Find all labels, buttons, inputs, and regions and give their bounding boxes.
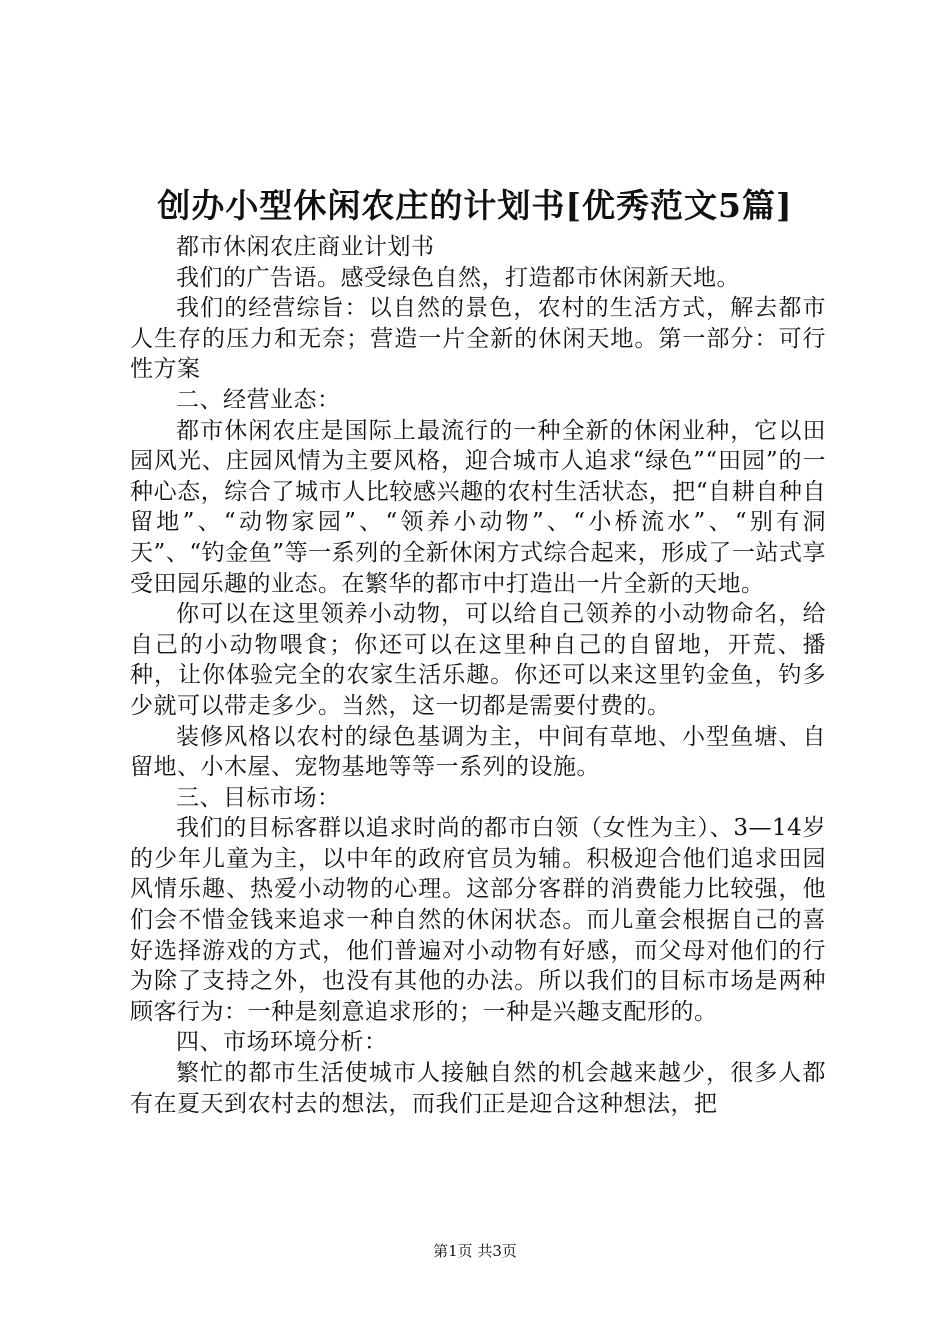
paragraph-target-market: 我们的目标客群以追求时尚的都市白领（女性为主）、3—14岁的少年儿童为主，以中年的政府官员为辅。积极迎合他们追求田园风情乐趣、热爱小动物的心理。这部分客群的消费能力比较强，他们会不惜金钱来追求一种自然的休闲状态。而儿童会根据自己的喜好选择游戏的方式，他们普遍对小动物有好感，而父母对他们的行为除了支持之外，也没有其他的办法。所以我们的目标市场是两种顾客行为：一种是刻意追求形的；一种是兴趣支配形的。 xyxy=(130,815,826,1025)
paragraph-decoration: 装修风格以农村的绿色基调为主，中间有草地、小型鱼塘、自留地、小木屋、宠物基地等等一系列的设施。 xyxy=(130,723,826,781)
paragraph-slogan: 我们的广告语。感受绿色自然，打造都市休闲新天地。 xyxy=(176,264,740,291)
section-heading-target-market: 三、目标市场： xyxy=(176,784,341,811)
paragraph-subtitle: 都市休闲农庄商业计划书 xyxy=(176,234,435,260)
section-heading-business-format: 二、经营业态： xyxy=(176,386,341,413)
paragraph-business-format: 都市休闲农庄是国际上最流行的一种全新的休闲业种，它以田园风光、庄园风情为主要风格，迎合城市人追求“绿色”“田园”的一种心态，综合了城市人比较感兴趣的农村生活状态，把“自耕自种自留地”、“动物家园”、“领养小动物”、“小桥流水”、“别有洞天”、“钓金鱼”等一系列的全新休闲方式综合起来，形成了一站式享受田园乐趣的业态。在繁华的都市中打造出一片全新的天地。 xyxy=(130,417,826,597)
page-number: 第1页 共3页 xyxy=(433,1242,517,1260)
document-title: 创办小型休闲农庄的计划书[优秀范文5篇] xyxy=(157,186,793,225)
paragraph-market-analysis: 繁忙的都市生活使城市人接触自然的机会越来越少，很多人都有在夏天到农村去的想法，而我们正是迎合这种想法，把 xyxy=(130,1060,826,1117)
paragraph-activities: 你可以在这里领养小动物，可以给自己领养的小动物命名，给自己的小动物喂食；你还可以在这里种自己的自留地，开荒、播种，让你体验完全的农家生活乐趣。你还可以来这里钓金鱼，钓多少就可以带走多少。当然，这一切都是需要付费的。 xyxy=(130,601,826,719)
paragraph-purpose: 我们的经营综旨：以自然的景色，农村的生活方式，解去都市人生存的压力和无奈；营造一片全新的休闲天地。第一部分：可行性方案 xyxy=(130,295,826,383)
document-body xyxy=(130,232,826,1119)
section-heading-market-analysis: 四、市场环境分析： xyxy=(176,1029,388,1056)
